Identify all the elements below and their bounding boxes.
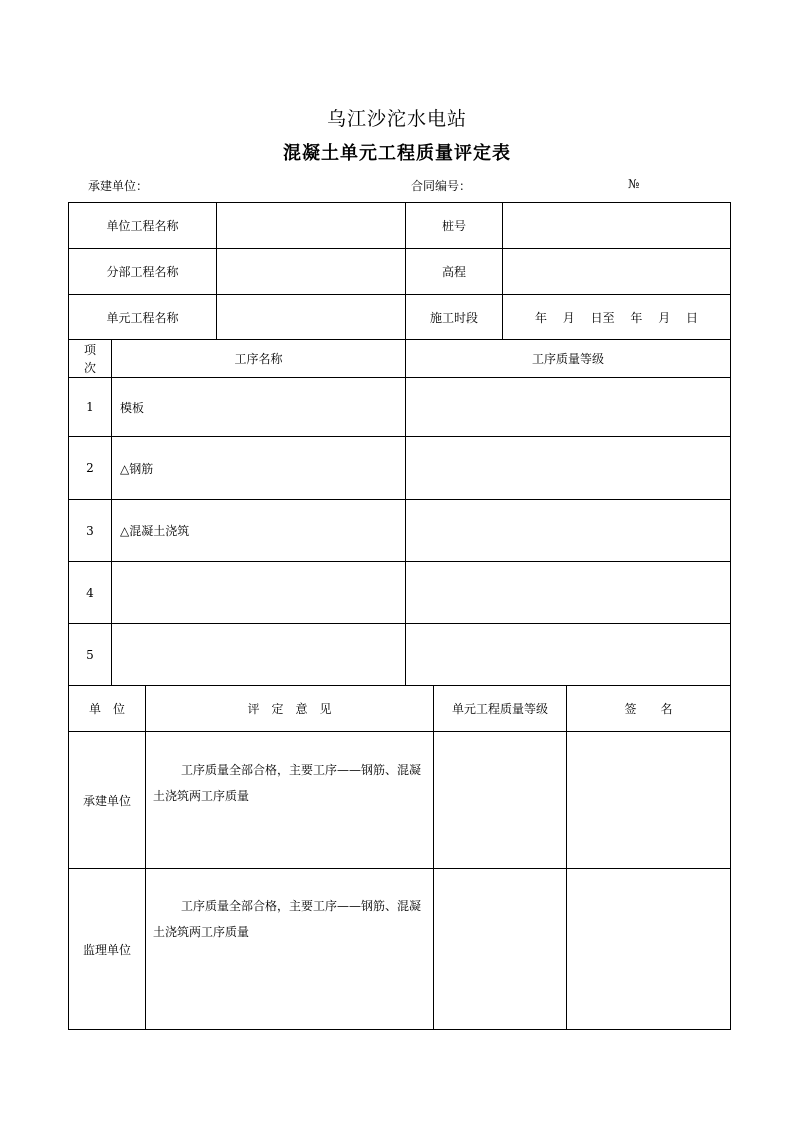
row-number: 5 [86,647,94,662]
project-title: 乌江沙沱水电站 [326,108,467,130]
process-name-header: 工序名称 [234,352,283,366]
pile-number-field[interactable] [503,203,730,248]
process-name-cell[interactable] [112,624,405,685]
builder-unit-label: 承建单位 [82,793,131,808]
process-name-cell: 模板 [120,400,145,415]
element-project-name-label: 单元工程名称 [106,310,179,325]
opinion-header: 评 定 意 见 [247,702,332,716]
supervisor-signature-field[interactable] [567,869,730,1029]
form-title: 混凝土单元工程质量评定表 [283,143,511,164]
supervisor-grade-field[interactable] [434,869,566,1029]
process-name-cell: △钢筋 [120,461,154,476]
serial-number-label: № [628,177,640,191]
unit-header: 单 位 [88,702,125,716]
sub-project-name-label: 分部工程名称 [106,265,179,279]
process-grade-cell[interactable] [406,562,730,623]
contract-number-label: 合同编号： [411,179,472,193]
process-grade-cell[interactable] [406,437,730,499]
item-number-header: 项次 [83,342,96,375]
row-number: 3 [86,523,94,538]
builder-label: 承建单位： [88,179,149,193]
process-grade-cell[interactable] [406,378,730,436]
element-project-name-field[interactable] [217,295,405,339]
process-name-cell: △混凝土浇筑 [120,524,190,538]
row-number: 4 [86,585,94,600]
construction-period-label: 施工时段 [429,310,478,325]
sub-project-name-field[interactable] [217,249,405,294]
process-name-cell[interactable] [112,562,405,623]
unit-project-name-field[interactable] [217,203,405,248]
process-grade-cell[interactable] [406,624,730,685]
supervisor-opinion-text[interactable]: 工序质量全部合格，主要工序——钢筋、混凝土浇筑两工序质量 [153,899,422,939]
elevation-label: 高程 [441,265,466,279]
supervisor-unit-label: 监理单位 [82,942,131,957]
elevation-field[interactable] [503,249,730,294]
builder-signature-field[interactable] [567,732,730,868]
pile-number-label: 桩号 [441,219,466,233]
row-number: 2 [86,461,94,475]
row-number: 1 [86,400,94,414]
process-grade-header: 工序质量等级 [531,352,604,366]
construction-period-field[interactable]: 年 月 日至 年 月 日 [534,310,699,325]
evaluation-form [68,202,731,1030]
unit-project-name-label: 单位工程名称 [106,219,179,233]
builder-grade-field[interactable] [434,732,566,868]
process-grade-cell[interactable] [406,500,730,561]
element-grade-header: 单元工程质量等级 [451,702,548,716]
builder-opinion-text[interactable]: 工序质量全部合格，主要工序——钢筋、混凝土浇筑两工序质量 [153,763,422,803]
signature-header: 签 名 [624,702,673,716]
